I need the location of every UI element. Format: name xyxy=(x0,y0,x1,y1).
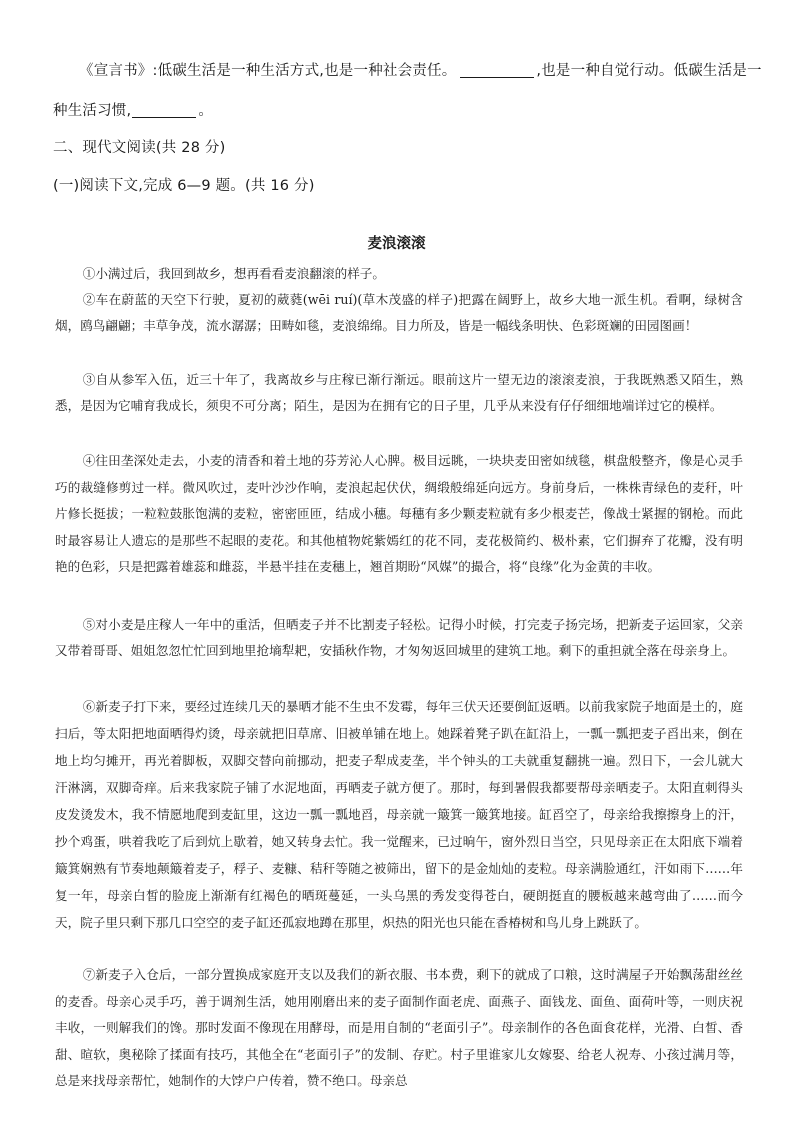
article-title: 麦浪滚滚 xyxy=(367,236,426,252)
paragraph-1: ①小满过后，我回到故乡，想再看看麦浪翻滚的样子。 xyxy=(82,266,385,281)
answer-blank-1[interactable] xyxy=(460,63,534,78)
section-heading: 二、现代文阅读(共 28 分) xyxy=(53,140,226,156)
manifesto-text-a: 《宣言书》:低碳生活是一种生活方式,也是一种社会责任。 xyxy=(79,63,457,79)
paragraph-6: ⑥新麦子打下来，要经过连续几天的暴晒才能不生虫不发霉，每年三伏天还要倒缸返晒。以前我家院子地面是土的，庭扫后，等太阳把地面晒得灼烫，母亲就把旧草席、旧被单铺在地上。她踩着凳子趴在缸沿上，一瓢一瓢把麦子舀出来，倒在地上均匀摊开，再光着脚板，双脚交替向前挪动，把麦子犁成麦垄，半个钟头的工夫就重复翻挑一遍。烈日下，一会儿就大汗淋漓，双脚奇痒。后来我家院子铺了水泥地面，再晒麦子就方便了。那时，每到暑假我都要帮母亲晒麦子。太阳直刺得头皮发烫发木，我不情愿地爬到麦缸里，这边一瓢一瓢地舀，母亲就一簸箕一簸箕地接。缸舀空了，母亲给我擦擦身上的汗，抄个鸡蛋，哄着我吃了后到炕上歇着，她又转身去忙。我一觉醒来，已过晌午，窗外烈日当空，只见母亲正在太阳底下端着簸箕娴熟有节奏地颠簸着麦子，稃子、麦糠、秸秆等随之被筛出，留下的是金灿灿的麦粒。母亲满脸通红，汗如雨下……年复一年，母亲白皙的脸庞上渐渐有红褐色的晒斑蔓延，一头乌黑的秀发变得苍白，硬朗挺直的腰板越来越弯曲了……而今天，院子里只剩下那几口空空的麦子缸还孤寂地蹲在那里，炽热的阳光也只能在香椿树和鸟儿身上跳跃了。 xyxy=(55,699,743,930)
manifesto-line-2 xyxy=(53,99,213,120)
manifesto-line-1 xyxy=(79,59,762,80)
manifesto-text-d: 。 xyxy=(198,103,214,119)
answer-blank-2[interactable] xyxy=(132,103,196,118)
paragraph-5: ⑤对小麦是庄稼人一年中的重活，但晒麦子并不比割麦子轻松。记得小时候，打完麦子扬完场，把新麦子运回家，父亲又带着哥哥、姐姐忽忽忙忙回到地里抢墒犁耙，安插秋作物，才匆匆返回城里的建筑工地。剩下的重担就全落在母亲身上。 xyxy=(55,617,743,658)
paragraph-3: ③自从参军入伍，近三十年了，我离故乡与庄稼已渐行渐远。眼前这片一望无边的滚滚麦浪，于我既熟悉又陌生，熟悉，是因为它哺育我成长，须臾不可分离；陌生，是因为在拥有它的日子里，几乎从来没有仔仔细细地端详过它的模样。 xyxy=(55,372,743,413)
manifesto-text-c: 种生活习惯, xyxy=(53,103,132,119)
paragraph-4: ④往田垄深处走去，小麦的清香和着土地的芬芳沁人心脾。极目远眺，一块块麦田密如绒毯，棋盘般整齐，像是心灵手巧的裁缝修剪过一样。微风吹过，麦叶沙沙作响，麦浪起起伏伏，绸缎般绵延向远方。身前身后，一株株青绿色的麦秆，叶片修长挺拔；一粒粒鼓胀饱满的麦粒，密密匝匝，结成小穗。每穗有多少颗麦粒就有多少根麦芒，像战士紧握的钢枪。而此时最容易让人遗忘的是那些不起眼的麦花。和其他植物姹紫嫣红的花不同，麦花极简约、极朴素，它们摒弃了花瓣，没有明艳的色彩，只是把露着雄蕊和雌蕊，半悬半挂在麦穗上，翘首期盼“风媒”的撮合，将“良缘”化为金黄的丰收。 xyxy=(55,453,743,575)
paragraph-7: ⑦新麦子入仓后，一部分置换成家庭开支以及我们的新衣服、书本费，剩下的就成了口粮，这时满屋子开始飘荡甜丝丝的麦香。母亲心灵手巧，善于调剂生活，她用刚磨出来的麦子面制作面老虎、面燕子、面钱龙、面鱼、面荷叶等，一则庆祝丰收，一则解我们的馋。那时发面不像现在用酵母，而是用自制的“老面引子”。母亲制作的各色面食花样，光滑、白皙、香甜、暄软，奥秘除了揉面有技巧，其他全在“老面引子”的发制、存贮。村子里谁家儿女嫁娶、给老人祝寿、小孩过满月等，总是来找母亲帮忙，她制作的大饽户户传着，赞不绝口。母亲总 xyxy=(55,967,743,1089)
subsection-heading: (一)阅读下文,完成 6—9 题。(共 16 分) xyxy=(53,178,315,194)
manifesto-text-b: ,也是一种自觉行动。低碳生活是一 xyxy=(536,63,762,79)
paragraph-2: ②车在蔚蓝的天空下行驶，夏初的葳蕤(wēi ruí)(草木茂盛的样子)把露在阔野上，故乡大地一派生机。看啊，绿树含烟，鸥鸟翩翩；丰草争茂，流水潺潺；田畴如毯，麦浪绵绵。目力所及，皆是一幅线条明快、色彩斑斓的田园图画！ xyxy=(55,292,743,333)
